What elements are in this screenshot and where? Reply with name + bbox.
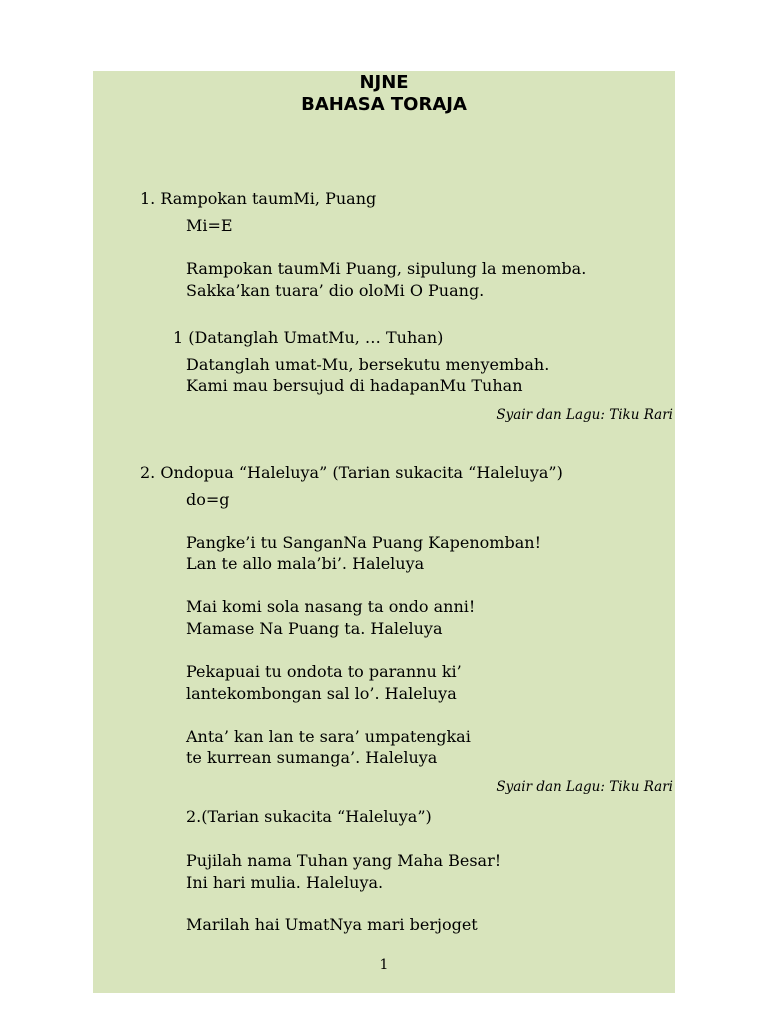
song-2-key: do=g bbox=[186, 490, 230, 509]
song-2-verse-line: Mamase Na Puang ta. Haleluya bbox=[186, 619, 443, 638]
song-1-verse-line: Sakka’kan tuara’ dio oloMi O Puang. bbox=[186, 281, 485, 300]
song-1-heading: 1. Rampokan taumMi, Puang bbox=[140, 189, 377, 208]
song-2-verse-line: Pekapuai tu ondota to parannu ki’ bbox=[186, 662, 462, 681]
song-1-translation-heading: 1 (Datanglah UmatMu, … Tuhan) bbox=[173, 328, 444, 347]
song-2-verse-line: lantekombongan sal lo’. Haleluya bbox=[186, 684, 457, 703]
song-2-credit: Syair dan Lagu: Tiku Rari bbox=[496, 779, 673, 795]
document-subtitle: BAHASA TORAJA bbox=[301, 94, 467, 115]
song-2-verse-line: Mai komi sola nasang ta ondo anni! bbox=[186, 597, 476, 616]
song-2-translation-line: Ini hari mulia. Haleluya. bbox=[186, 873, 384, 892]
song-2-verse-line: te kurrean sumanga’. Haleluya bbox=[186, 748, 438, 767]
song-2-verse-line: Anta’ kan lan te sara’ umpatengkai bbox=[186, 727, 471, 746]
song-2-heading: 2. Ondopua “Haleluya” (Tarian sukacita “Haleluya”) bbox=[140, 463, 563, 482]
song-1-verse-line: Rampokan taumMi Puang, sipulung la menomba. bbox=[186, 259, 587, 278]
document-page bbox=[93, 71, 675, 993]
page-number: 1 bbox=[379, 957, 389, 973]
document-title: NJNE bbox=[359, 72, 409, 93]
song-2-translation-line: Pujilah nama Tuhan yang Maha Besar! bbox=[186, 851, 502, 870]
song-2-translation-line: Marilah hai UmatNya mari berjoget bbox=[186, 915, 478, 934]
song-2-translation-heading: 2.(Tarian sukacita “Haleluya”) bbox=[186, 807, 432, 826]
song-1-key: Mi=E bbox=[186, 216, 233, 235]
song-1-translation-line: Kami mau bersujud di hadapanMu Tuhan bbox=[186, 376, 523, 395]
song-2-verse-line: Lan te allo mala’bi’. Haleluya bbox=[186, 554, 425, 573]
song-2-verse-line: Pangke’i tu SanganNa Puang Kapenomban! bbox=[186, 533, 541, 552]
song-1-credit: Syair dan Lagu: Tiku Rari bbox=[496, 407, 673, 423]
song-1-translation-line: Datanglah umat-Mu, bersekutu menyembah. bbox=[186, 355, 550, 374]
